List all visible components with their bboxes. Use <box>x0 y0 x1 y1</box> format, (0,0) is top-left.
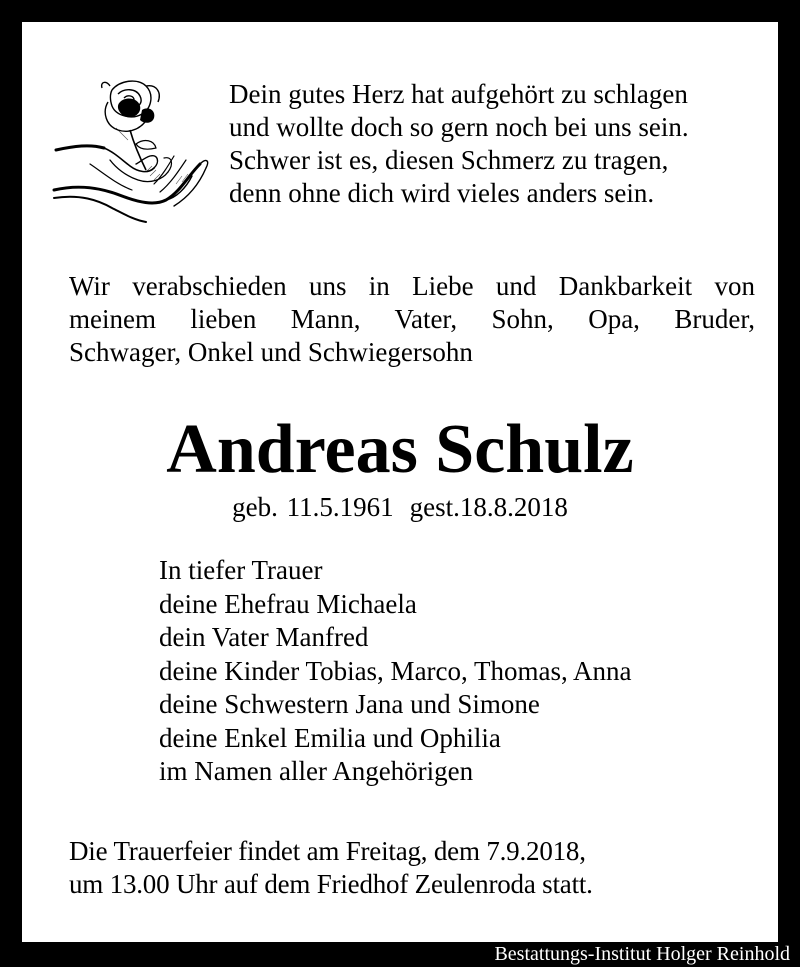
farewell-line: Schwager, Onkel und Schwiegersohn <box>69 337 473 367</box>
service-line: Die Trauerfeier findet am Freitag, dem 7.9.2018, <box>69 836 586 866</box>
mourner-line: deine Ehefrau Michaela <box>159 588 417 619</box>
poem <box>229 78 769 210</box>
mourner-line: deine Kinder Tobias, Marco, Thomas, Anna <box>159 655 632 686</box>
mourner-line: dein Vater Manfred <box>159 622 369 652</box>
mourner-line: im Namen aller Angehörigen <box>159 756 474 786</box>
mourner-line: deine Enkel Emilia und Ophilia <box>159 722 501 753</box>
obituary-card <box>22 22 778 942</box>
poem-line: und wollte doch so gern noch bei uns sein. <box>229 112 689 142</box>
deceased-name: Andreas Schulz <box>166 411 634 488</box>
farewell-line: meinem lieben Mann, Vater, Sohn, Opa, Bruder, <box>69 304 755 334</box>
farewell-text <box>69 270 755 369</box>
mourner-line: deine Schwestern Jana und Simone <box>159 689 540 719</box>
mourners-list <box>159 554 759 789</box>
funeral-service-info <box>69 835 759 901</box>
undertaker-credit: Bestattungs-Institut Holger Reinhold <box>494 943 790 965</box>
life-dates <box>0 490 800 524</box>
farewell-line: Wir verabschieden uns in Liebe und Dankbarkeit von <box>69 271 755 301</box>
birth-date: geb. 11.5.1961 <box>232 492 394 522</box>
poem-line: denn ohne dich wird vieles anders sein. <box>229 178 655 208</box>
poem-line: Schwer ist es, diesen Schmerz zu tragen, <box>229 145 669 175</box>
mourner-line: In tiefer Trauer <box>159 555 323 585</box>
hands-holding-rose-icon <box>50 72 220 232</box>
death-date: gest.18.8.2018 <box>409 492 568 522</box>
service-line: um 13.00 Uhr auf dem Friedhof Zeulenroda statt. <box>69 869 593 899</box>
poem-line: Dein gutes Herz hat aufgehört zu schlagen <box>229 79 688 109</box>
